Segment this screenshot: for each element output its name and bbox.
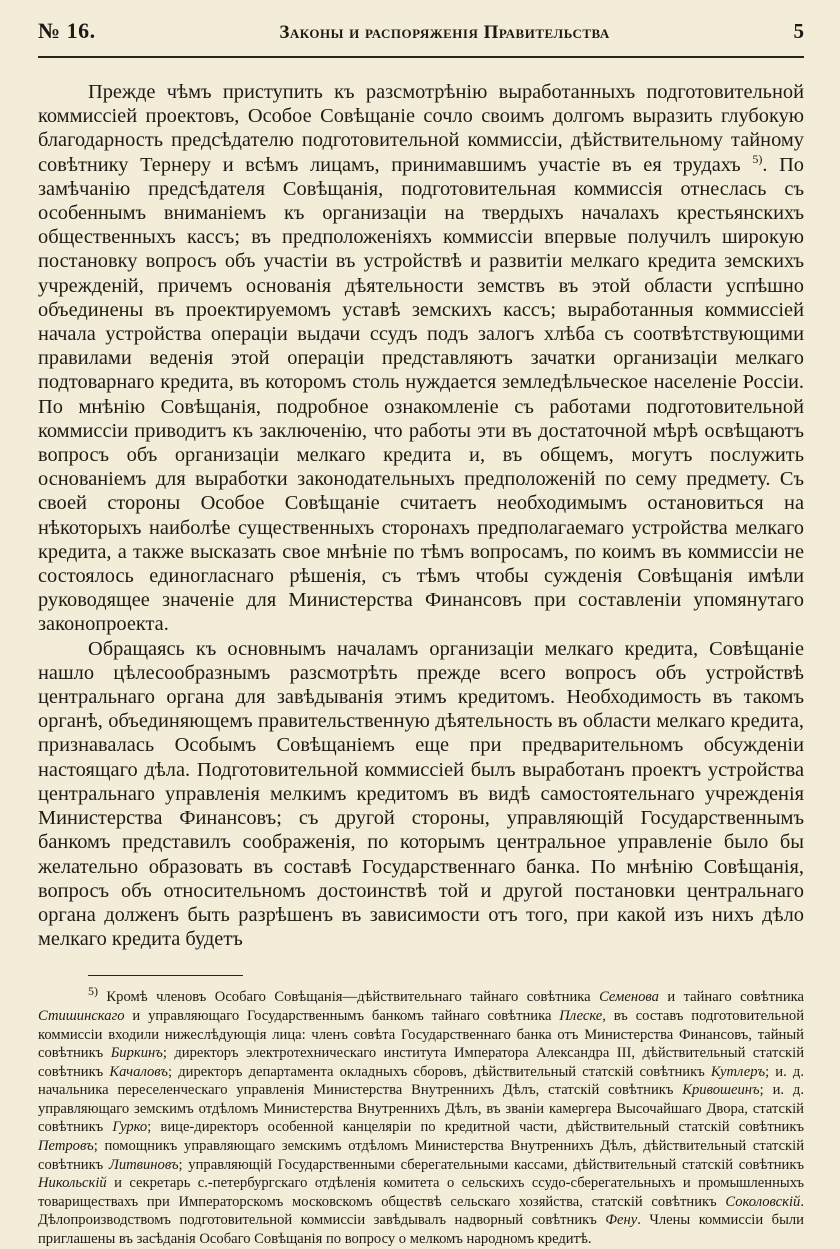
footnote-person-name: Кривошеинъ bbox=[682, 1082, 760, 1099]
footnote-text: ; и. д. начальника переселенческаго управленія Министерства Внутреннихъ Дѣлъ, статскій совѣтникъ bbox=[38, 1063, 805, 1099]
paragraph-text: . По замѣчанію предсѣдателя Совѣщанія, подготовительная коммиссія отнеслась съ особеннымъ вниманіемъ къ организаціи на твердыхъ началахъ крестьянскихъ общественныхъ кассъ; въ предположеніяхъ коммиссіи впервые получилъ широкую постановку вопросъ объ участіи въ устройствѣ и развитіи мелкаго кредита земскихъ учрежденій, причемъ основанія дѣятельности земствъ въ этой области успѣшно объединены въ проектируемомъ уставѣ земскихъ кассъ; выработанныя коммиссіей начала устройства операціи выдачи ссудъ подъ залогъ хлѣба съ соотвѣтствующими правилами веденія этой операціи представляютъ зачатки организаціи мелкаго подтоварнаго кредита, въ которомъ столь нуждается земледѣльческое населеніе Россіи. По мнѣнію Совѣщанія, подробное ознакомленіе съ работами подготовительной коммиссіи приводитъ къ заключенію, что работы эти въ достаточной мѣрѣ освѣщаютъ вопросъ объ организаціи мелкаго кредита и, въ общемъ, могутъ послужить основаніемъ для выработки законодательныхъ предположеній по сему предмету. Съ своей стороны Особое Совѣщаніе считаетъ необходимымъ остановиться на нѣкоторыхъ наиболѣе существенныхъ сторонахъ предполагаемаго устройства мелкаго кредита, а также высказать свое мнѣніе по тѣмъ вопросамъ, по коимъ въ коммиссіи не состоялось единогласнаго рѣшенія, съ тѣмъ чтобы сужденія Совѣщанія имѣли руководящее значеніе для Министерства Финансовъ при составленіи упомянутаго законопроекта. bbox=[38, 153, 804, 636]
footnote-reference: 5) bbox=[752, 151, 763, 166]
footnote-rule bbox=[88, 975, 243, 976]
footnote-person-name: Плеске bbox=[559, 1007, 603, 1024]
footnote-text: . Члены коммиссіи были приглашены въ засѣданія Особаго Совѣщанія по вопросу о мелкомъ народномъ кредитѣ. bbox=[38, 1212, 804, 1248]
running-header bbox=[38, 18, 804, 52]
footnote-person-name: Никольскій bbox=[38, 1175, 107, 1192]
footnote-text: и тайнаго совѣтника bbox=[658, 989, 804, 1006]
footnote-person-name: Биркинъ bbox=[110, 1045, 163, 1062]
paragraph bbox=[38, 80, 804, 637]
footnote-person-name: Семенова bbox=[599, 989, 659, 1006]
footnote-person-name: Стишинскаго bbox=[38, 1007, 125, 1024]
footnote-text: ; вице-директоръ особенной канцеляріи по кредитной части, дѣйствительный статскій совѣтникъ bbox=[147, 1119, 804, 1136]
footnote-text: Кромѣ членовъ Особаго Совѣщанія—дѣйствительнаго тайнаго совѣтника bbox=[98, 989, 600, 1006]
footnote-text: ; директоръ электротехническаго института Императора Александра III, дѣйствительный статскій совѣтникъ bbox=[38, 1045, 804, 1080]
footnote-text: ; и. д. управляющаго земскимъ отдѣломъ Министерства Внутреннихъ Дѣлъ, въ званіи камергера Высочайшаго Двора, статскій совѣтникъ bbox=[38, 1082, 804, 1136]
footnote-person-name: Гурко bbox=[112, 1119, 148, 1136]
main-text bbox=[38, 80, 804, 951]
footnote-person-name: Фену bbox=[605, 1212, 638, 1229]
footnote-text: . Дѣлопроизводствомъ подготовительной коммиссіи завѣдывалъ надворный совѣтникъ bbox=[38, 1193, 804, 1229]
paragraph-text: Прежде чѣмъ приступить къ разсмотрѣнію выработанныхъ подготовительной коммиссіей проектовъ, Особое Совѣщаніе сочло своимъ долгомъ выразить глубокую благодарность предсѣдателю подготовительной коммиссіи, дѣйствительному тайному совѣтнику Тернеру и всѣмъ лицамъ, принимавшимъ участіе въ ея трудахъ bbox=[38, 81, 804, 176]
footnote-person-name: Соколовскій bbox=[725, 1193, 801, 1210]
footnote-person-name: Петровъ bbox=[38, 1138, 94, 1155]
header-rule bbox=[38, 56, 804, 58]
page-number: 5 bbox=[793, 19, 804, 43]
running-title: Законы и распоряженія Правительства bbox=[279, 22, 610, 43]
footnote-text: ; директоръ департамента окладныхъ сборовъ, дѣйствительный статскій совѣтникъ bbox=[168, 1063, 711, 1080]
paragraph-text: Обращаясь къ основнымъ началамъ организаціи мелкаго кредита, Совѣщаніе нашло цѣлесообразнымъ разсмотрѣть прежде всего вопросъ объ устройствѣ центральнаго органа для завѣдыванія этимъ кредитомъ. Необходимость въ такомъ органѣ, объединяющемъ правительственную дѣятельность въ области мелкаго кредита, признавалась Особымъ Совѣщаніемъ еще при предварительномъ обсужденіи настоящаго дѣла. Подготовительной коммиссіей былъ выработанъ проектъ устройства центральнаго управленія мелкимъ кредитомъ въ видѣ самостоятельнаго учрежденія Министерства Финансовъ; съ другой стороны, управляющій Государственнымъ банкомъ представилъ соображенія, по которымъ центральное управленіе было бы желательно образовать въ составѣ Государственнаго банка. По мнѣнію Совѣщанія, вопросъ объ относительномъ достоинствѣ той и другой постановки центральнаго органа долженъ быть разрѣшенъ въ зависимости отъ того, при какой изъ нихъ дѣло мелкаго кредита будетъ bbox=[38, 637, 804, 951]
footnote-person-name: Качаловъ bbox=[109, 1063, 169, 1080]
issue-number: № 16. bbox=[38, 18, 96, 43]
footnote-text: ; помощникъ управляющаго земскимъ отдѣломъ Министерства Внутреннихъ Дѣлъ, дѣйствительный статскій совѣтникъ bbox=[38, 1138, 804, 1173]
footnote-text: и управляющаго Государственнымъ банкомъ тайнаго совѣтника bbox=[124, 1007, 560, 1024]
footnote-text: , въ составъ подготовительной коммиссіи входили нижеслѣдующія лица: членъ совѣта Государственнаго банка отъ Министерства Финансовъ, тайный совѣтникъ bbox=[38, 1007, 805, 1062]
footnote-text: ; управляющій Государственными сберегательными кассами, дѣйствительный статскій совѣтникъ bbox=[178, 1156, 805, 1173]
footnote-marker: 5) bbox=[88, 984, 98, 999]
footnote-person-name: Кутлеръ bbox=[710, 1063, 766, 1080]
footnote-person-name: Литвиновъ bbox=[108, 1156, 179, 1173]
footnote-text: и секретарь с.-петербургскаго отдѣленія комитета о сельскихъ ссудо-сберегательныхъ и промышленныхъ товариществахъ при Императорскомъ московскомъ обществѣ сельскаго хозяйства, статскій совѣтникъ bbox=[38, 1175, 804, 1210]
paragraph bbox=[38, 637, 804, 952]
footnote bbox=[38, 984, 805, 1248]
